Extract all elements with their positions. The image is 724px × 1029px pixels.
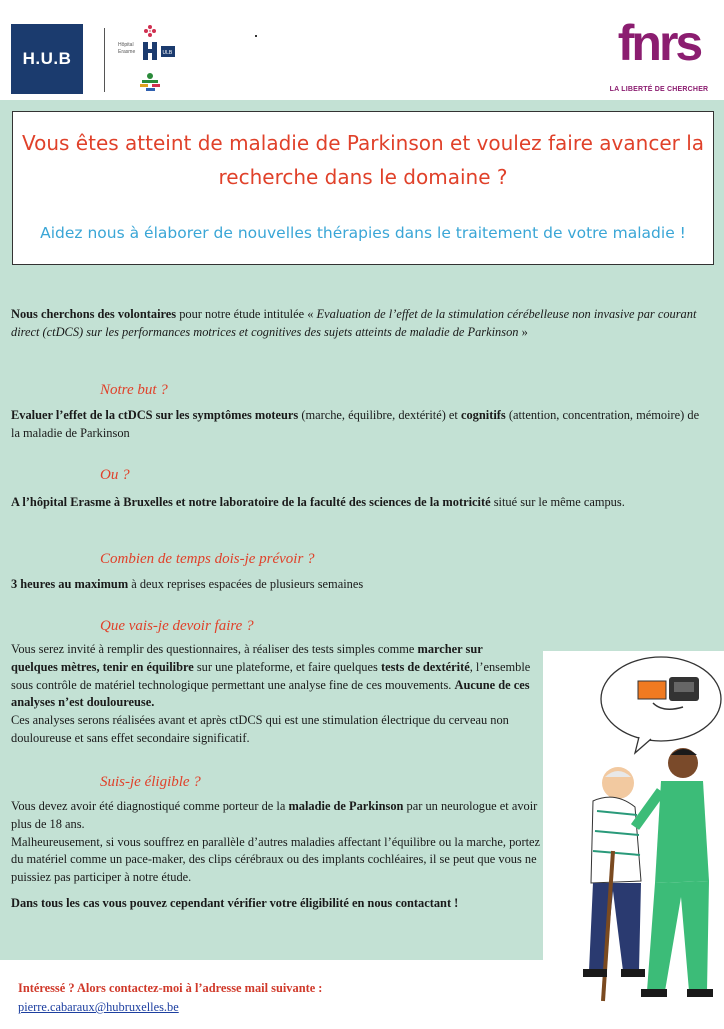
- faire-bold-3: Aucune de ces analyses n’est douloureuse.: [11, 677, 530, 710]
- eligible-text-2: par un neurologue et avoir plus de 18 ans.: [11, 799, 538, 831]
- faire-text-3: , l’ensemble sous contrôle de matériel technologique permettant une analyse fine de ces mouvements.: [11, 659, 531, 692]
- ulb-text: ULB: [162, 50, 173, 56]
- intro-bold: Nous cherchons des volontaires: [11, 307, 177, 321]
- fnrs-wordmark: fnrs: [617, 15, 701, 71]
- temps-text: à deux reprises espacées de plusieurs semaines: [128, 577, 364, 591]
- temps-paragraph: [11, 576, 711, 594]
- intro-paragraph: [11, 306, 711, 342]
- eligible-contact-line: [11, 895, 571, 913]
- faire-bold-1: marcher sur quelques mètres, tenir en équilibre: [11, 642, 483, 674]
- faire-text-2: sur une plateforme, et faire quelques: [193, 659, 381, 674]
- hub-logo: [11, 24, 83, 94]
- erasme-ulb-logo: [112, 22, 192, 98]
- page-subtitle: Aidez nous à élaborer de nouvelles thérapies dans le traitement de votre maladie !: [40, 224, 686, 242]
- faire-text-4: Ces analyses serons réalisées avant et après ctDCS qui est une stimulation électrique du cerveau non douloureuse et sans effet secondaire significatif.: [11, 713, 509, 745]
- ou-bold: A l’hôpital Erasme à Bruxelles et notre laboratoire de la faculté des sciences de la motricité: [11, 495, 491, 509]
- heading-but: Notre but ?: [100, 382, 168, 398]
- eligible-bold-1: maladie de Parkinson: [288, 799, 404, 813]
- illustration-panel: [543, 651, 724, 1024]
- eligible-bold-2: Dans tous les cas vous pouvez cependant vérifier votre éligibilité en nous contactant !: [11, 896, 459, 910]
- heading-faire: Que vais-je devoir faire ?: [100, 618, 254, 634]
- but-bold-2: cognitifs: [460, 408, 506, 422]
- temps-bold: 3 heures au maximum: [11, 577, 129, 591]
- header-dot: [255, 35, 257, 37]
- intro-end: »: [518, 324, 528, 339]
- but-text-2: (attention, concentration, mémoire) de la maladie de Parkinson: [11, 408, 700, 440]
- fnrs-logo: [600, 15, 718, 100]
- eligible-text-1: Vous devez avoir été diagnostiqué comme porteur de la: [11, 799, 289, 813]
- study-title: Evaluation de l’effet de la stimulation cérébelleuse non invasive par courant direct (ctDCS) sur les performances motrices et cognitives des sujets atteints de maladie de Parkinson: [11, 307, 697, 339]
- eligible-text-3: Malheureusement, si vous souffrez en parallèle d’autres maladies affectant l’équilibre ou la marche, portez du matériel comme un pace-maker, des clips cérébraux ou des implants cochléaires, il se peut que vous ne puissiez pas participer à notre étude.: [11, 834, 541, 885]
- fnrs-tagline: LA LIBERTÉ DE CHERCHER: [609, 86, 709, 93]
- faire-bold-2: tests de dextérité: [380, 659, 470, 674]
- faire-text-1: Vous serez invité à remplir des questionnaires, à réaliser des tests simples comme: [11, 642, 418, 656]
- but-bold-1: Evaluer l’effet de la ctDCS sur les symptômes moteurs: [11, 408, 299, 422]
- contact-email-link[interactable]: pierre.cabaraux@hubruxelles.be: [18, 1000, 179, 1014]
- logo-separator: [104, 28, 105, 92]
- but-paragraph: [11, 407, 711, 443]
- erasme-line2: Erasme: [118, 49, 136, 55]
- caregiver-illustration: [543, 651, 724, 1024]
- faire-paragraph: [11, 641, 531, 748]
- page-header: [0, 0, 724, 100]
- contact-text: Intéressé ? Alors contactez-moi à l’adresse mail suivante :: [18, 981, 323, 995]
- heading-ou: Ou ?: [100, 467, 130, 483]
- eligible-paragraph: [11, 798, 546, 887]
- hub-logo-text: H.U.B: [22, 49, 72, 68]
- heading-eligible: Suis-je éligible ?: [100, 774, 201, 790]
- but-text-1: (marche, équilibre, dextérité) et: [298, 408, 461, 422]
- title-box: [12, 111, 714, 265]
- ou-paragraph: [11, 494, 711, 512]
- page-title: Vous êtes atteint de maladie de Parkinson et voulez faire avancer la recherche dans le domaine ?: [21, 131, 705, 189]
- ou-text: situé sur le même campus.: [490, 495, 625, 509]
- heading-temps: Combien de temps dois-je prévoir ?: [100, 551, 315, 567]
- intro-text: pour notre étude intitulée «: [176, 307, 317, 321]
- erasme-line1: Hôpital: [118, 42, 134, 48]
